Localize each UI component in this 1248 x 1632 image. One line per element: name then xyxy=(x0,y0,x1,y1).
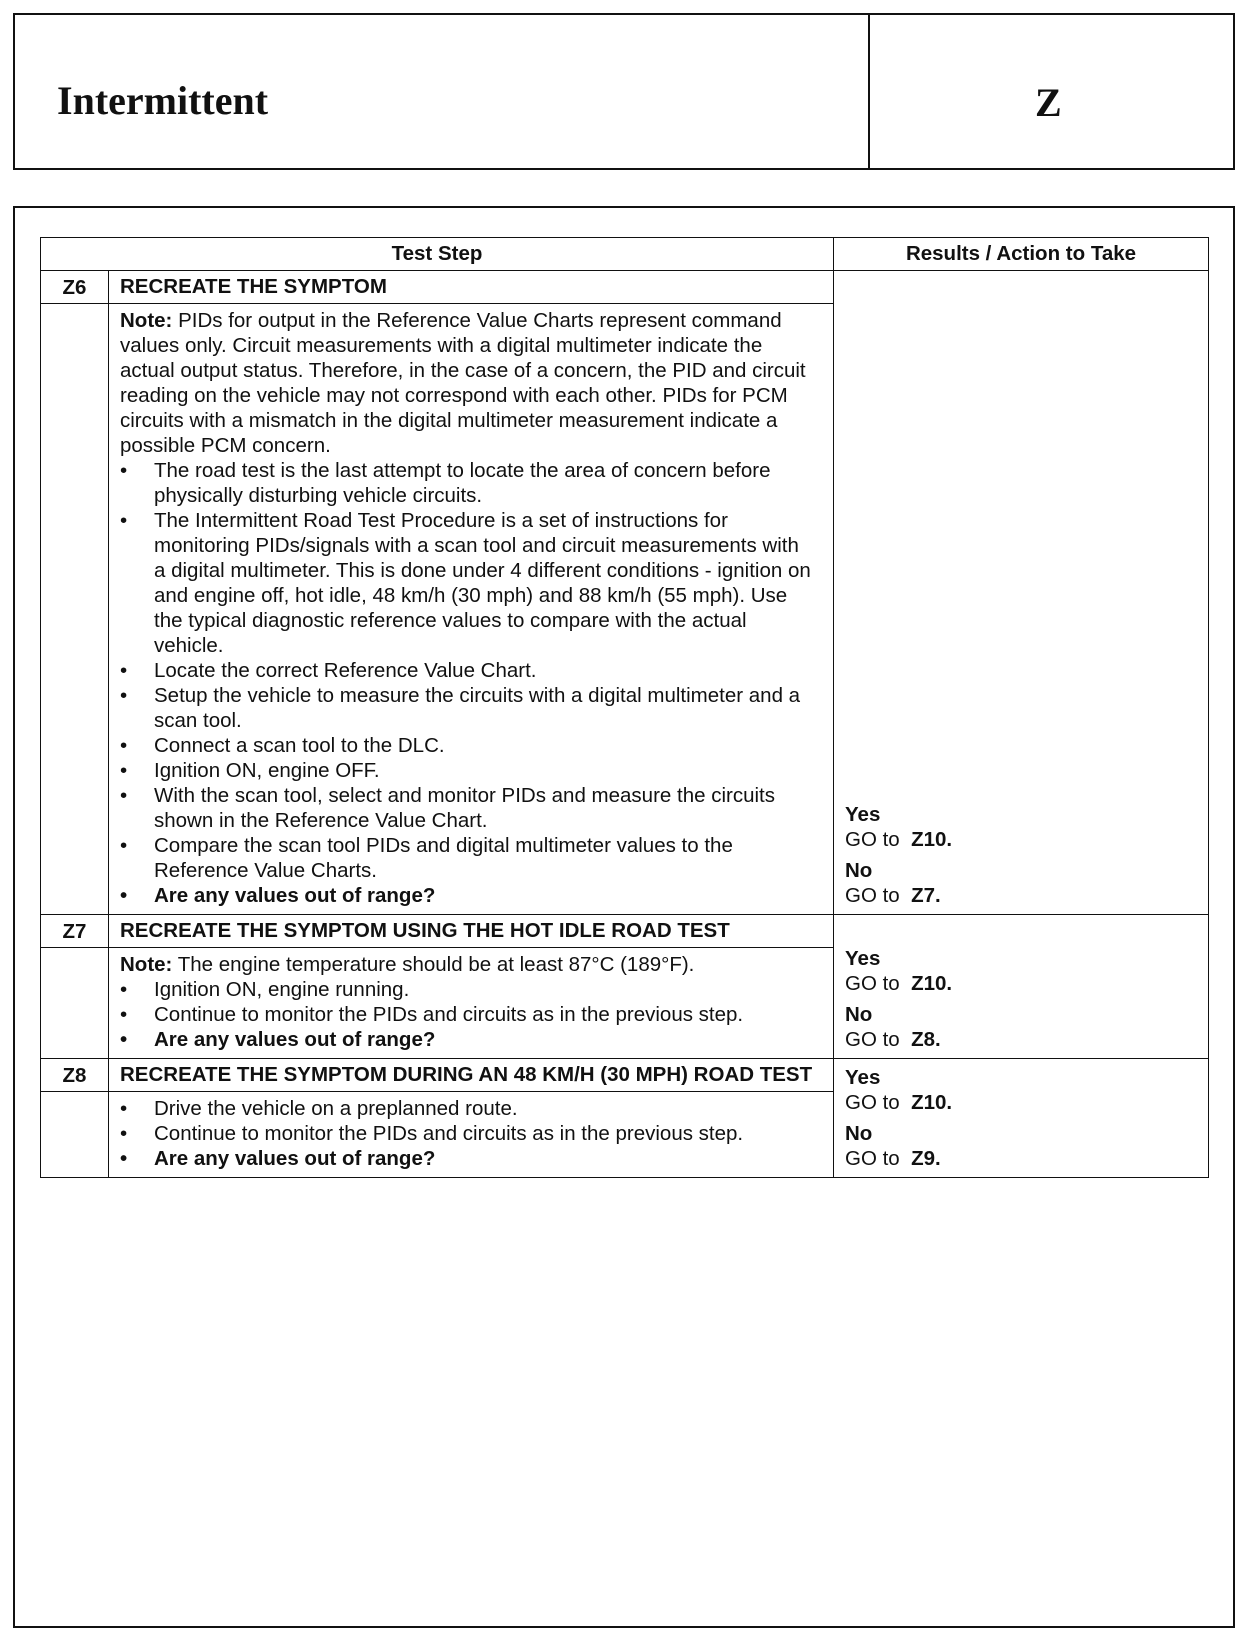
result-yes-label: Yes xyxy=(845,1066,881,1089)
goto-text: GO to xyxy=(845,1147,900,1170)
step-body xyxy=(109,948,834,1059)
step-body xyxy=(109,304,834,915)
step-results xyxy=(834,915,1209,1059)
list-item: • Locate the correct Reference Value Chart. xyxy=(120,658,815,683)
result-yes xyxy=(845,946,1198,996)
step-title-row xyxy=(41,271,1209,304)
list-item: • With the scan tool, select and monitor PIDs and measure the circuits shown in the Reference Value Chart. xyxy=(120,783,815,833)
step-title: RECREATE THE SYMPTOM xyxy=(109,271,834,304)
result-yes xyxy=(845,1065,1198,1115)
step-title: RECREATE THE SYMPTOM USING THE HOT IDLE ROAD TEST xyxy=(109,915,834,948)
step-results xyxy=(834,271,1209,915)
list-item: • The road test is the last attempt to locate the area of concern before physically disturbing vehicle circuits. xyxy=(120,458,815,508)
goto-text: GO to xyxy=(845,828,900,851)
col-header-test-step: Test Step xyxy=(41,238,834,271)
section-title: Intermittent xyxy=(57,78,269,123)
step-number: Z8 xyxy=(41,1059,109,1092)
goto-target: Z7. xyxy=(911,884,941,907)
list-item: • Connect a scan tool to the DLC. xyxy=(120,733,815,758)
result-yes-action xyxy=(845,827,1198,852)
step-title-row xyxy=(41,1059,1209,1092)
header-divider xyxy=(868,15,870,168)
step-number: Z6 xyxy=(41,271,109,304)
list-item: • Continue to monitor the PIDs and circuits as in the previous step. xyxy=(120,1002,815,1027)
goto-target: Z10. xyxy=(911,972,953,995)
list-item: • Ignition ON, engine OFF. xyxy=(120,758,815,783)
goto-text: GO to xyxy=(845,972,900,995)
result-yes-label: Yes xyxy=(845,947,881,970)
list-item: • Ignition ON, engine running. xyxy=(120,977,815,1002)
step-bullets xyxy=(120,458,815,908)
list-item: • The Intermittent Road Test Procedure is a set of instructions for monitoring PIDs/signals with a scan tool and circuit measurements with a digital multimeter. This is done under 4 different conditions - ignition on and engine off, hot idle, 48 km/h (30 mph) and 88 km/h (55 mph). Use the typical diagnostic reference values to compare with the actual vehicle. xyxy=(120,508,815,658)
list-item: • Setup the vehicle to measure the circuits with a digital multimeter and a scan tool. xyxy=(120,683,815,733)
goto-target: Z9. xyxy=(911,1147,941,1170)
step-question: • Are any values out of range? xyxy=(120,1027,815,1052)
step-results xyxy=(834,1059,1209,1178)
goto-text: GO to xyxy=(845,1028,900,1051)
result-yes-label: Yes xyxy=(845,803,881,826)
page-header xyxy=(13,13,1235,170)
note-label: Note: xyxy=(120,953,173,976)
test-step-table xyxy=(40,237,1209,1178)
col-header-results: Results / Action to Take xyxy=(834,238,1209,271)
step-bullets xyxy=(120,977,815,1052)
step-title-row xyxy=(41,915,1209,948)
step-number: Z7 xyxy=(41,915,109,948)
note-label: Note: xyxy=(120,309,173,332)
note-text: PIDs for output in the Reference Value Charts represent command values only. Circuit measurements with a digital multimeter indicate the actual output status. Therefore, in the case of a concern, the PID and circuit reading on the vehicle may not correspond with each other. PIDs for PCM circuits with a mismatch in the digital multimeter measurement indicate a possible PCM concern. xyxy=(120,309,806,457)
result-no-label: No xyxy=(845,1003,873,1026)
result-yes xyxy=(845,802,1198,852)
list-item: • Compare the scan tool PIDs and digital multimeter values to the Reference Value Charts. xyxy=(120,833,815,883)
step-question: • Are any values out of range? xyxy=(120,1146,815,1171)
result-no-action xyxy=(845,1027,1198,1052)
goto-target: Z10. xyxy=(911,828,953,851)
step-number-blank xyxy=(41,948,109,1059)
goto-text: GO to xyxy=(845,884,900,907)
step-body xyxy=(109,1092,834,1178)
goto-target: Z8. xyxy=(911,1028,941,1051)
result-no-action xyxy=(845,883,1198,908)
result-no xyxy=(845,1002,1198,1052)
list-item: • Continue to monitor the PIDs and circuits as in the previous step. xyxy=(120,1121,815,1146)
section-code: Z xyxy=(1035,80,1062,125)
result-yes-action xyxy=(845,1090,1198,1115)
table-header-row xyxy=(41,238,1209,271)
list-item: • Drive the vehicle on a preplanned route. xyxy=(120,1096,815,1121)
note-text: The engine temperature should be at least 87°C (189°F). xyxy=(177,953,695,976)
result-no-action xyxy=(845,1146,1198,1171)
step-number-blank xyxy=(41,1092,109,1178)
step-title: RECREATE THE SYMPTOM DURING AN 48 KM/H (30 MPH) ROAD TEST xyxy=(109,1059,834,1092)
result-no-label: No xyxy=(845,1122,873,1145)
step-number-blank xyxy=(41,304,109,915)
result-yes-action xyxy=(845,971,1198,996)
step-question: • Are any values out of range? xyxy=(120,883,815,908)
step-bullets xyxy=(120,1096,815,1171)
goto-target: Z10. xyxy=(911,1091,953,1114)
result-no-label: No xyxy=(845,859,873,882)
step-note xyxy=(120,952,815,977)
result-no xyxy=(845,858,1198,908)
goto-text: GO to xyxy=(845,1091,900,1114)
result-no xyxy=(845,1121,1198,1171)
step-note xyxy=(120,308,815,458)
